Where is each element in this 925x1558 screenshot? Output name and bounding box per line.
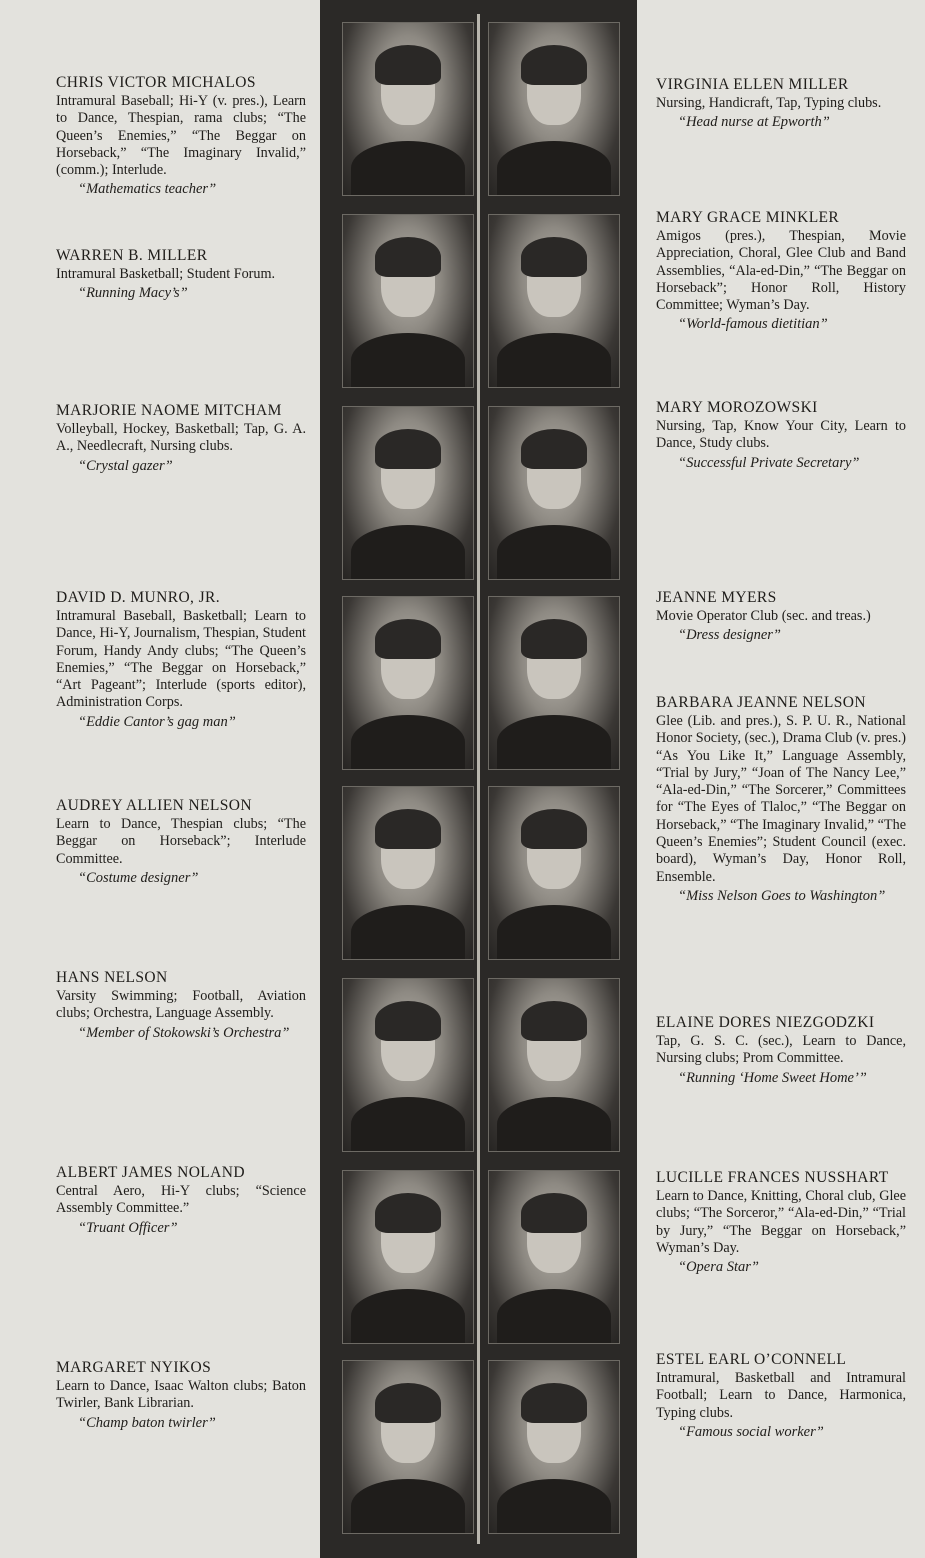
portrait-photo <box>488 1170 620 1344</box>
student-name: DAVID D. MUNRO, JR. <box>56 589 221 606</box>
student-entry-myers <box>656 589 906 644</box>
student-entry-mitcham <box>56 402 306 475</box>
portrait-photo <box>342 786 474 960</box>
student-entry-barbara-nelson <box>656 694 906 905</box>
portrait-photo <box>488 22 620 196</box>
student-quote: “Head nurse at Epworth” <box>678 114 830 131</box>
student-activities: Intramural Basketball; Student Forum. <box>56 266 276 282</box>
student-entry-virginia-miller <box>656 76 906 131</box>
portrait-photo <box>342 22 474 196</box>
student-entry-nyikos <box>56 1359 306 1432</box>
portrait-photo <box>342 406 474 580</box>
student-activities: Learn to Dance, Isaac Walton clubs; Baton Twirler, Bank Librarian. <box>56 1378 306 1412</box>
student-name: MARY MOROZOWSKI <box>656 399 818 416</box>
student-activities: Nursing, Handicraft, Tap, Typing clubs. <box>656 95 882 111</box>
student-name: VIRGINIA ELLEN MILLER <box>656 76 849 93</box>
student-activities: Movie Operator Club (sec. and treas.) <box>656 608 871 624</box>
student-quote: “Member of Stokowski’s Orchestra” <box>78 1024 290 1041</box>
portrait-photo <box>488 978 620 1152</box>
student-name: MARGARET NYIKOS <box>56 1359 212 1376</box>
student-quote: “Eddie Cantor’s gag man” <box>78 713 236 730</box>
student-name: JEANNE MYERS <box>656 589 777 606</box>
student-entry-niezgodzki <box>656 1014 906 1087</box>
portrait-photo <box>342 1170 474 1344</box>
portrait-photo <box>488 406 620 580</box>
student-activities: Amigos (pres.), Thespian, Movie Appreciation, Choral, Glee Club and Band Assemblies, “Ala-ed-Din,” “The Beggar on Horseback”; Honor Roll, History Committee; Wyman’s Day. <box>656 228 906 314</box>
student-name: ELAINE DORES NIEZGODZKI <box>656 1014 875 1031</box>
portrait-photo <box>488 214 620 388</box>
student-quote: “Famous social worker” <box>678 1423 824 1440</box>
student-name: ESTEL EARL O’CONNELL <box>656 1351 847 1368</box>
student-activities: Volleyball, Hockey, Basketball; Tap, G. A. A., Needlecraft, Nursing clubs. <box>56 421 306 455</box>
student-activities: Varsity Swimming; Football, Aviation clubs; Orchestra, Language Assembly. <box>56 988 306 1022</box>
portrait-photo <box>342 596 474 770</box>
student-entry-morozowski <box>656 399 906 472</box>
student-quote: “Crystal gazer” <box>78 457 173 474</box>
student-activities: Learn to Dance, Knitting, Choral club, Glee clubs; “The Sorceror,” “Ala-ed-Din,” “Trial by Jury,” “The Beggar on Horseback,” Wyman’s Day. <box>656 1188 906 1256</box>
strip-divider <box>477 14 480 1544</box>
student-activities: Intramural Baseball; Hi-Y (v. pres.), Learn to Dance, Thespian, rama clubs; “The Queen’s Enemies,” “The Beggar on Horseback,” “The Imaginary Invalid,” (comm.); Interlude. <box>56 93 306 179</box>
student-entry-noland <box>56 1164 306 1237</box>
student-name: HANS NELSON <box>56 969 168 986</box>
student-entry-oconnell <box>656 1351 906 1441</box>
portrait-photo <box>342 978 474 1152</box>
portrait-photo <box>488 1360 620 1534</box>
student-entry-audrey-nelson <box>56 797 306 887</box>
student-activities: Central Aero, Hi-Y clubs; “Science Assembly Committee.” <box>56 1183 306 1217</box>
student-entry-michalos <box>56 74 306 198</box>
student-entry-munro <box>56 589 306 731</box>
student-activities: Nursing, Tap, Know Your City, Learn to Dance, Study clubs. <box>656 418 906 452</box>
student-activities: Intramural Baseball, Basketball; Learn to Dance, Hi-Y, Journalism, Thespian, Student Forum, Handy Andy clubs; “The Queen’s Enemies,” “The Beggar on Horseback,” “Art Pageant”; Interlude (sports editor), Administration Corps. <box>56 608 306 711</box>
student-quote: “Successful Private Secretary” <box>678 454 860 471</box>
student-entry-nusshart <box>656 1169 906 1276</box>
student-quote: “Miss Nelson Goes to Washington” <box>678 887 886 904</box>
photo-strip <box>320 0 637 1558</box>
student-name: AUDREY ALLIEN NELSON <box>56 797 252 814</box>
student-quote: “Champ baton twirler” <box>78 1414 216 1431</box>
student-entry-minkler <box>656 209 906 333</box>
student-quote: “Costume designer” <box>78 869 199 886</box>
student-quote: “Dress designer” <box>678 627 781 644</box>
portrait-photo <box>342 1360 474 1534</box>
student-name: ALBERT JAMES NOLAND <box>56 1164 245 1181</box>
student-name: BARBARA JEANNE NELSON <box>656 694 866 711</box>
portrait-photo <box>488 786 620 960</box>
student-quote: “Running ‘Home Sweet Home’” <box>678 1069 867 1086</box>
student-quote: “Running Macy’s” <box>78 285 188 302</box>
student-name: MARY GRACE MINKLER <box>656 209 840 226</box>
student-activities: Intramural, Basketball and Intramural Football; Learn to Dance, Harmonica, Typing clubs. <box>656 1370 906 1421</box>
student-quote: “Truant Officer” <box>78 1219 178 1236</box>
student-name: CHRIS VICTOR MICHALOS <box>56 74 256 91</box>
student-entry-warren-miller <box>56 247 306 302</box>
student-activities: Tap, G. S. C. (sec.), Learn to Dance, Nursing clubs; Prom Committee. <box>656 1033 906 1067</box>
student-activities: Glee (Lib. and pres.), S. P. U. R., National Honor Society, (sec.), Drama Club (v. pres.) “As You Like It,” Language Assembly, “Trial by Jury,” “Joan of The Nancy Lee,” “Ala-ed-Din,” “The Sorcerer,” Committees for “The Eyes of Tlaloc,” “The Beggar on Horseback,” “The Imaginary Invalid,” “The Queen’s Enemies”; Student Council (exec. board), Wyman’s Day, Honor Roll, Ensemble. <box>656 713 906 885</box>
student-quote: “Mathematics teacher” <box>78 181 217 198</box>
student-activities: Learn to Dance, Thespian clubs; “The Beggar on Horseback”; Interlude Committee. <box>56 816 306 867</box>
student-quote: “World-famous dietitian” <box>678 316 828 333</box>
student-name: LUCILLE FRANCES NUSSHART <box>656 1169 889 1186</box>
student-name: WARREN B. MILLER <box>56 247 208 264</box>
portrait-photo <box>342 214 474 388</box>
portrait-photo <box>488 596 620 770</box>
student-quote: “Opera Star” <box>678 1259 759 1276</box>
student-name: MARJORIE NAOME MITCHAM <box>56 402 282 419</box>
student-entry-hans-nelson <box>56 969 306 1042</box>
